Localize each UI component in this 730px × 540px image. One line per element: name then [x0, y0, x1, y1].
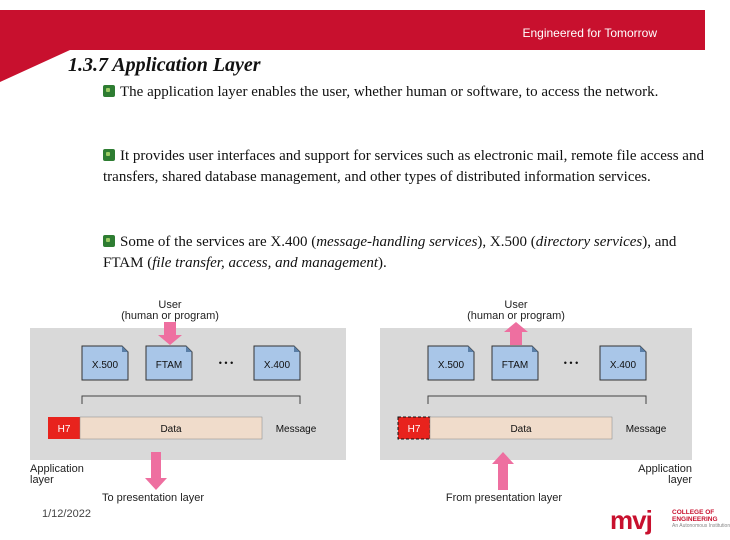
- logo-line-3: An Autonomous Institution: [672, 523, 730, 529]
- bullet-3-text: ), X.500 (: [477, 234, 536, 250]
- slide-date: 1/12/2022: [42, 508, 91, 520]
- right-service-x400: X.400: [609, 360, 637, 371]
- logo-mark: mvj: [610, 505, 652, 535]
- right-diagram: [380, 299, 692, 504]
- right-service-ftam: FTAM: [501, 360, 529, 371]
- left-layer-sublabel: layer: [30, 474, 54, 486]
- left-user-label: User: [158, 299, 182, 311]
- right-service-box: [492, 346, 538, 380]
- right-bottom-label: From presentation layer: [445, 492, 563, 504]
- right-layer-sublabel: layer: [668, 474, 692, 486]
- right-user-sublabel: (human or program): [467, 310, 565, 322]
- bullet-3-emphasis: directory services: [535, 234, 643, 250]
- left-service-x400: X.400: [263, 360, 291, 371]
- left-header-label: H7: [57, 424, 71, 435]
- left-user-sublabel: (human or program): [121, 310, 219, 322]
- logo-college-text: [672, 509, 730, 530]
- header-tagline: Engineered for Tomorrow: [522, 26, 657, 40]
- bullet-1-text: The application layer enables the user, whether human or software, to access the network.: [120, 84, 659, 100]
- left-service-ftam: FTAM: [155, 360, 183, 371]
- bullet-3-text: ), and FTAM (: [103, 234, 677, 271]
- bullet-3-emphasis: file transfer, access, and management: [152, 255, 379, 271]
- left-service-box: [254, 346, 300, 380]
- right-data-label: Data: [510, 424, 532, 435]
- right-user-label: User: [504, 299, 528, 311]
- left-ellipsis: • • •: [218, 358, 234, 368]
- right-layer-label: Application: [638, 463, 692, 475]
- slide-title: 1.3.7 Application Layer: [68, 54, 261, 76]
- right-panel: [380, 328, 692, 460]
- left-layer-label: Application: [30, 463, 84, 475]
- right-message-label: Message: [625, 424, 667, 435]
- left-bottom-label: To presentation layer: [101, 492, 205, 504]
- right-service-x500: X.500: [437, 360, 465, 371]
- college-logo: [610, 505, 730, 537]
- bullet-3-text: ).: [378, 255, 387, 271]
- logo-line-1: COLLEGE OF: [672, 509, 715, 516]
- left-service-x500: X.500: [91, 360, 119, 371]
- left-message-label: Message: [275, 424, 317, 435]
- left-service-box: [146, 346, 192, 380]
- right-service-box: [428, 346, 474, 380]
- left-service-box: [82, 346, 128, 380]
- left-data-label: Data: [160, 424, 182, 435]
- right-ellipsis: • • •: [563, 358, 579, 368]
- bullet-3-emphasis: message-handling services: [316, 234, 478, 250]
- right-service-box: [600, 346, 646, 380]
- logo-line-2: ENGINEERING: [672, 516, 718, 523]
- left-diagram: [30, 299, 346, 504]
- bullet-3-prefix: Some of the services are X.400 (: [120, 234, 317, 250]
- bullet-2-text: It provides user interfaces and support for services such as electronic mail, remote file access and transfers, shared database management, and other types of distributed information services.: [103, 148, 704, 185]
- right-header-label: H7: [407, 424, 421, 435]
